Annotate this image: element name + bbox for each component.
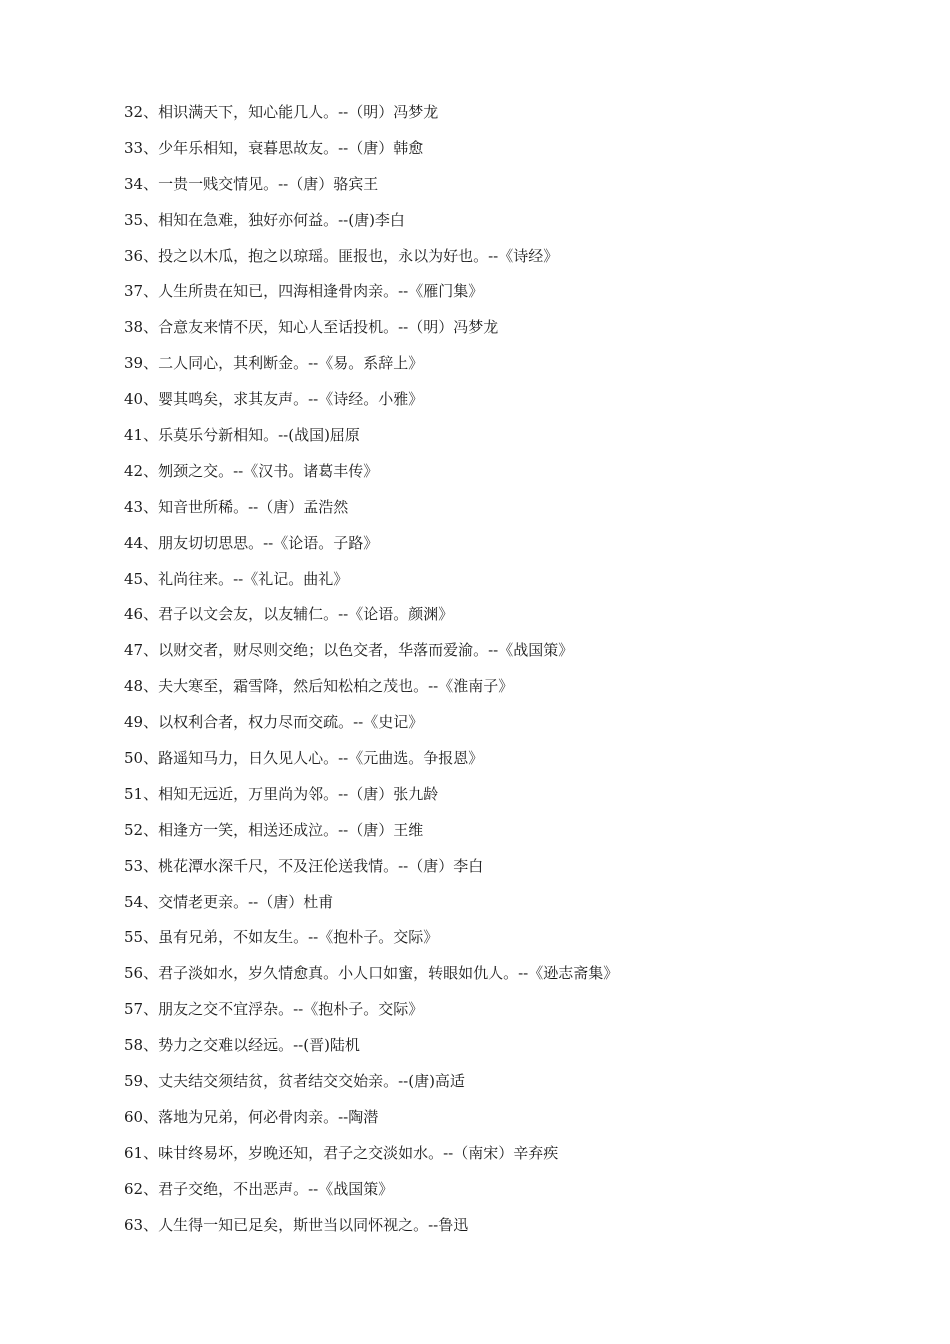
quote-line: 56、君子淡如水，岁久情愈真。小人口如蜜，转眼如仇人。--《逊志斋集》 [124, 964, 619, 983]
quote-line: 45、礼尚往来。--《礼记。曲礼》 [124, 569, 349, 588]
quote-line: 57、朋友之交不宜浮杂。--《抱朴子。交际》 [124, 1000, 424, 1019]
quote-line: 55、虽有兄弟，不如友生。--《抱朴子。交际》 [124, 928, 439, 947]
quote-line: 44、朋友切切思思。--《论语。子路》 [124, 533, 379, 552]
quote-line: 42、刎颈之交。--《汉书。诸葛丰传》 [124, 461, 379, 480]
quote-line: 40、婴其鸣矣，求其友声。--《诗经。小雅》 [124, 390, 424, 409]
quote-line: 53、桃花潭水深千尺，不及汪伦送我情。--（唐）李白 [124, 856, 484, 875]
quote-line: 59、丈夫结交须结贫，贫者结交交始亲。--(唐)高适 [124, 1072, 465, 1091]
quote-line: 63、人生得一知已足矣，斯世当以同怀视之。--鲁迅 [124, 1215, 469, 1234]
quote-line: 33、少年乐相知，衰暮思故友。--（唐）韩愈 [124, 138, 424, 157]
quote-line: 38、合意友来情不厌，知心人至话投机。--（明）冯梦龙 [124, 318, 499, 337]
quote-line: 41、乐莫乐兮新相知。--(战国)屈原 [124, 426, 360, 445]
quote-line: 34、一贵一贱交情见。--（唐）骆宾王 [124, 174, 379, 193]
quote-line: 39、二人同心，其利断金。--《易。系辞上》 [124, 354, 424, 373]
quote-line: 50、路遥知马力，日久见人心。--《元曲选。争报恩》 [124, 749, 484, 768]
quote-line: 60、落地为兄弟，何必骨肉亲。--陶潜 [124, 1107, 379, 1126]
quote-line: 36、投之以木瓜，抱之以琼瑶。匪报也，永以为好也。--《诗经》 [124, 246, 559, 265]
quote-line: 52、相逢方一笑，相送还成泣。--（唐）王维 [124, 820, 424, 839]
quote-line: 58、势力之交难以经远。--(晋)陆机 [124, 1036, 360, 1055]
quote-line: 37、人生所贵在知已，四海相逢骨肉亲。--《雁门集》 [124, 282, 484, 301]
quote-line: 43、知音世所稀。--（唐）孟浩然 [124, 497, 349, 516]
quote-line: 51、相知无远近，万里尚为邻。--（唐）张九龄 [124, 784, 439, 803]
quote-line: 46、君子以文会友，以友辅仁。--《论语。颜渊》 [124, 605, 454, 624]
quote-line: 61、味甘终易坏，岁晚还知，君子之交淡如水。--（南宋）辛弃疾 [124, 1143, 559, 1162]
quote-line: 62、君子交绝，不出恶声。--《战国策》 [124, 1179, 394, 1198]
quote-list [124, 98, 618, 1247]
quote-line: 48、夫大寒至，霜雪降，然后知松柏之茂也。--《淮南子》 [124, 677, 514, 696]
quote-line: 32、相识满天下，知心能几人。--（明）冯梦龙 [124, 103, 439, 121]
quote-line: 54、交情老更亲。--（唐）杜甫 [124, 892, 334, 911]
quote-line: 47、以财交者，财尽则交绝；以色交者，华落而爱渝。--《战国策》 [124, 641, 574, 660]
quote-line: 49、以权利合者，权力尽而交疏。--《史记》 [124, 713, 424, 732]
quote-line: 35、相知在急难，独好亦何益。--(唐)李白 [124, 210, 405, 229]
